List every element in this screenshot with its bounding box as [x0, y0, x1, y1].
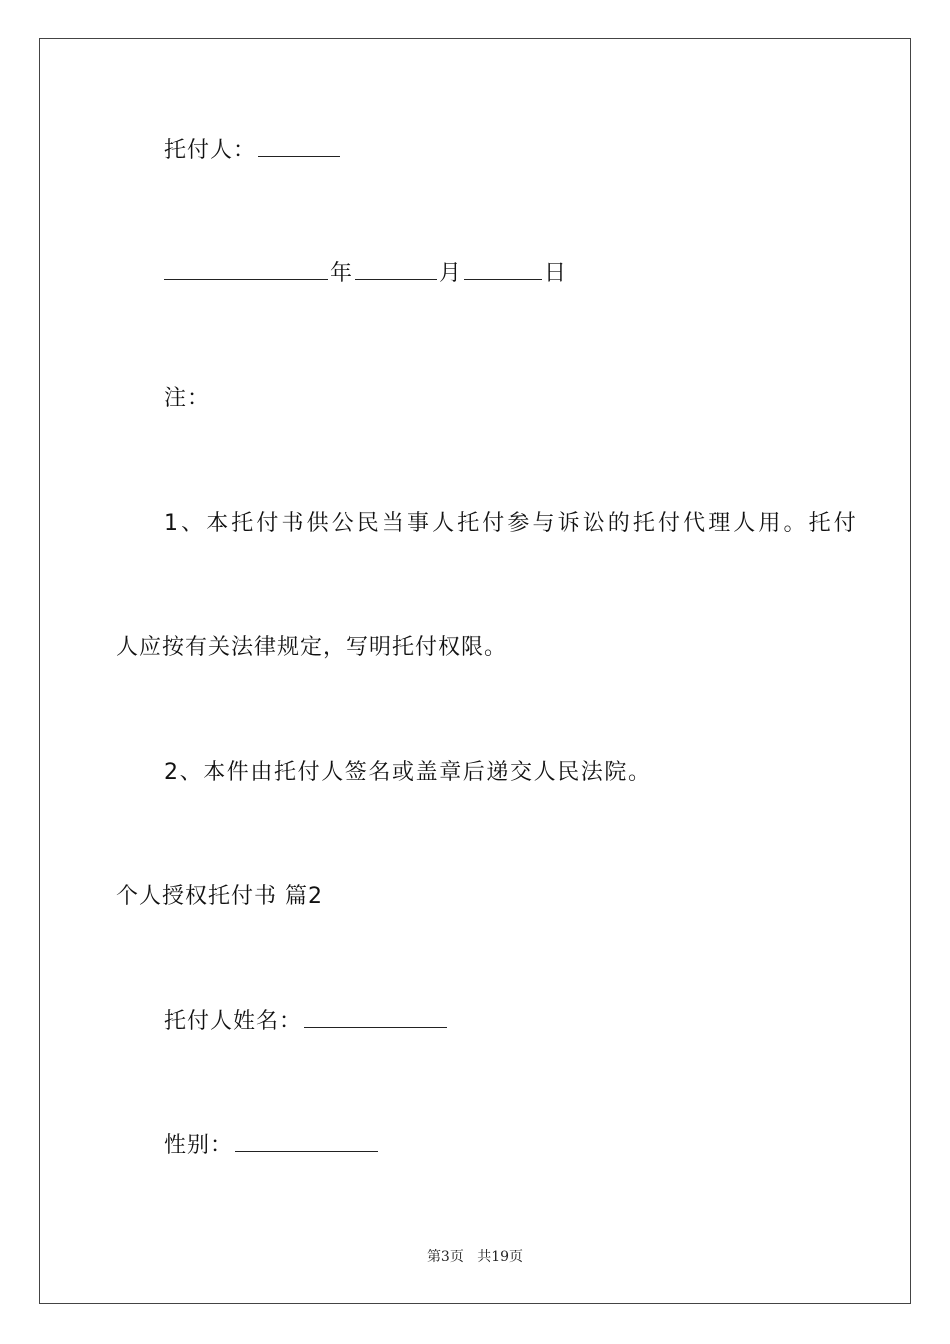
- date-line: [164, 259, 567, 289]
- day-blank: [464, 259, 542, 280]
- page-footer: [0, 1248, 950, 1266]
- month-blank: [355, 259, 437, 280]
- principal-blank: [258, 136, 340, 157]
- gender-blank: [235, 1131, 378, 1152]
- gender-line: [164, 1131, 380, 1161]
- page-frame: [39, 38, 911, 1304]
- section-title: 个人授权托付书 篇2: [116, 884, 323, 909]
- month-label: 月: [439, 261, 463, 286]
- principal-name-line: [164, 1007, 449, 1037]
- day-label: 日: [544, 261, 568, 286]
- principal-name-label: 托付人姓名：: [164, 1009, 303, 1034]
- principal-name-blank: [304, 1007, 447, 1028]
- note-2: 2、本件由托付人签名或盖章后递交人民法院。: [164, 760, 652, 785]
- page-number: 第3页: [426, 1249, 464, 1265]
- gender-label: 性别：: [164, 1133, 234, 1158]
- principal-signature-line: [164, 136, 342, 166]
- page-total: 共19页: [477, 1249, 524, 1265]
- principal-label: 托付人：: [164, 138, 257, 163]
- year-blank: [164, 259, 328, 280]
- note-1-line-1: 1、本托付书供公民当事人托付参与诉讼的托付代理人用。托付: [164, 511, 859, 536]
- note-1-line-2: 人应按有关法律规定，写明托付权限。: [116, 635, 508, 660]
- note-label: 注：: [164, 386, 211, 411]
- year-label: 年: [330, 261, 354, 286]
